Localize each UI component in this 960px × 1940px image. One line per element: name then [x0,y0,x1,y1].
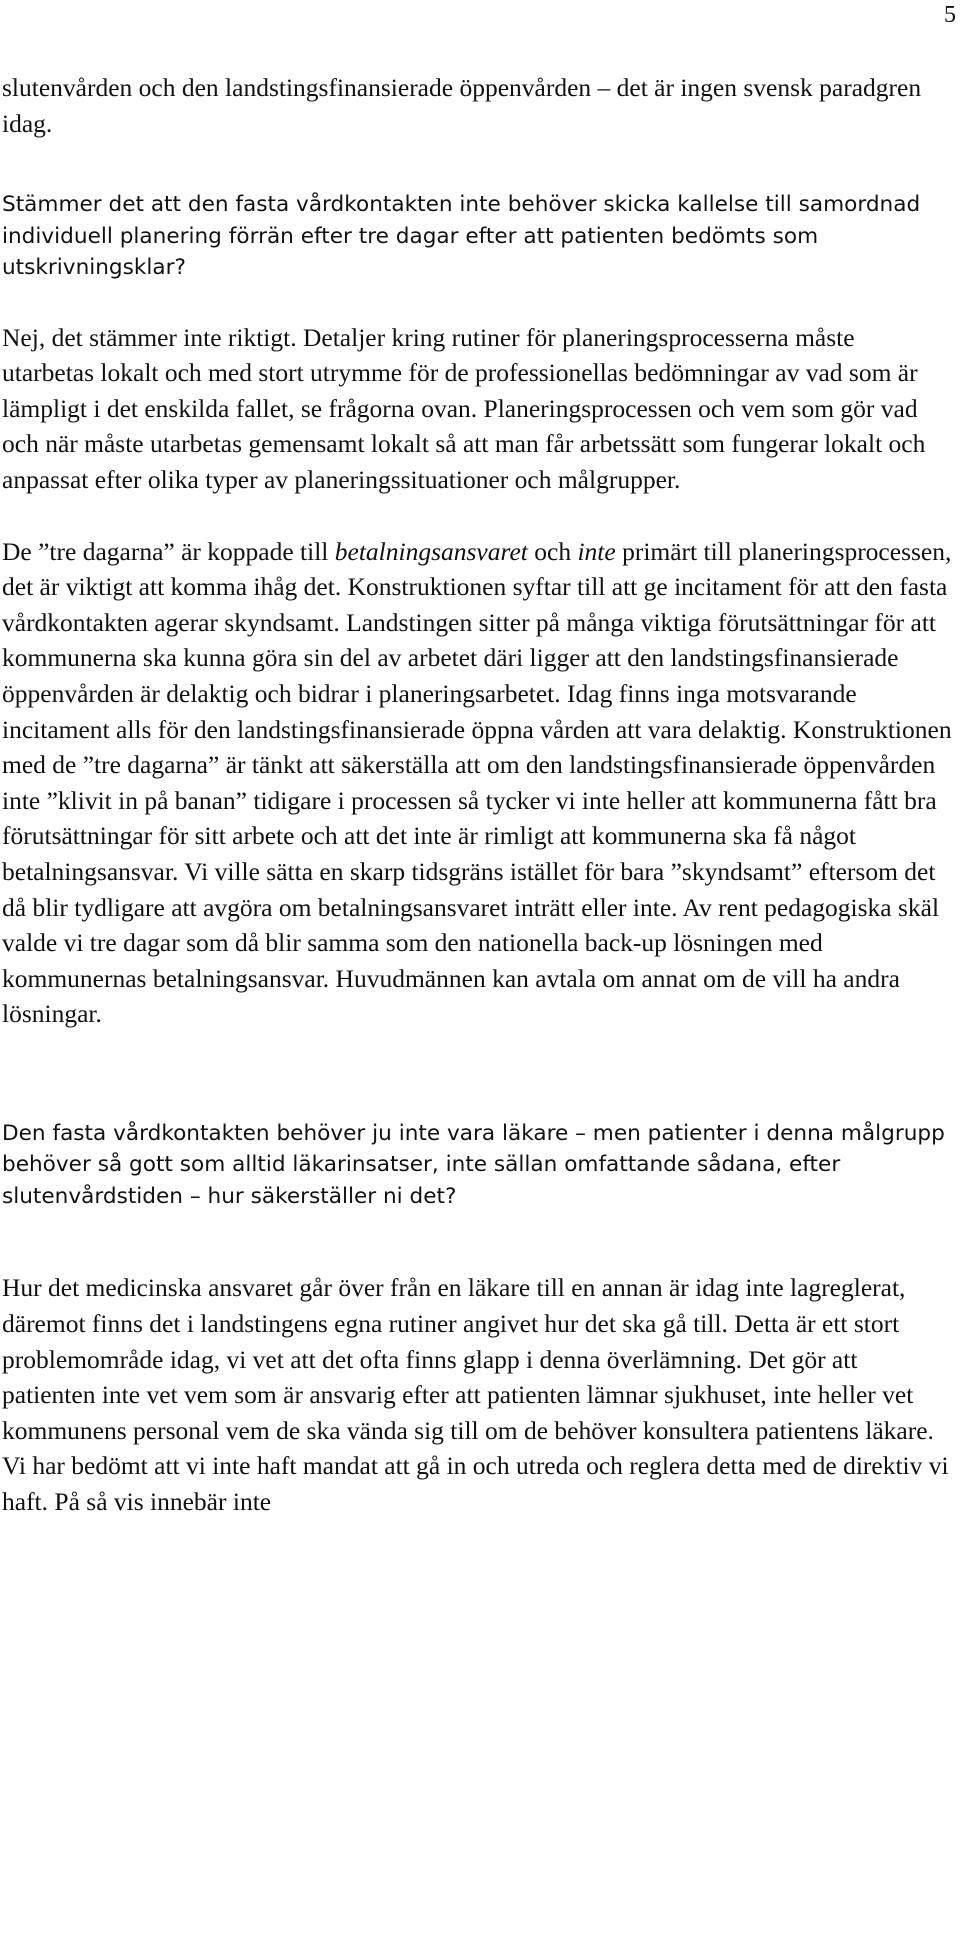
paragraph-continuation: slutenvården och den landstingsfinansierade öppenvården – det är ingen svensk paradgren idag. [2,73,922,138]
question-1: Stämmer det att den fasta vårdkontakten inte behöver skicka kallelse till samordnad individuell planering förrän efter tre dagar efter att patienten bedömts som utskrivningsklar? [2,192,921,281]
answer-2-emphasis-1: betalningsansvaret [334,536,528,566]
answer-1: Nej, det stämmer inte riktigt. Detaljer kring rutiner för planeringsprocesserna måste utarbetas lokalt och med stort utrymme för de professionellas bedömningar av vad som är lämpligt i det enskilda fallet, se frågorna ovan. Planeringsprocessen och vem som gör vad och när måste utarbetas gemensamt lokalt så att man får arbetssätt som fungerar lokalt och anpassat efter olika typer av planeringssituationer och målgrupper. [2,322,926,495]
document-body [2,70,952,1520]
answer-2 [2,534,952,1032]
answer-2-text-2: och [527,536,578,566]
page-number: 5 [944,2,956,28]
answer-3: Hur det medicinska ansvaret går över från en läkare till en annan är idag inte lagreglerat, däremot finns det i landstingens egna rutiner angivet hur det ska gå till. Detta är ett stort problemområde idag, vi vet att det ofta finns glapp i denna överlämning. Det gör att patienten inte vet vem som är ansvarig efter att patienten lämnar sjukhuset, inte heller vet kommunens personal vem de ska vända sig till om de behöver konsultera patientens läkare. Vi har bedömt att vi inte haft mandat att gå in och utreda och reglera detta med de direktiv vi haft. På så vis innebär inte [2,1273,949,1517]
answer-2-text-1: De ”tre dagarna” är koppade till [2,536,335,566]
question-2: Den fasta vårdkontakten behöver ju inte vara läkare – men patienter i denna målgrupp behöver så gott som alltid läkarinsatser, inte sällan omfattande sådana, efter slutenvårdstiden – hur säkerställer ni det? [2,1120,945,1209]
answer-2-emphasis-2: inte [577,536,616,566]
answer-2-text-3: primärt till planeringsprocessen, det är viktigt att komma ihåg det. Konstruktionen syftar till att ge incitament för att den fasta vårdkontakten agerar skyndsamt. Landstingen sitter på många viktiga förutsättningar för att kommunerna ska kunna göra sin del av arbetet däri ligger att den landstingsfinansierade öppenvården är delaktig och bidrar i planeringsarbetet. Idag finns inga motsvarande incitament alls för den landstingsfinansierade öppna vården att vara delaktig. Konstruktionen med de ”tre dagarna” är tänkt att säkerställa att om den landstingsfinansierade öppenvården inte ”klivit in på banan” tidigare i processen så tycker vi inte heller att kommunerna fått bra förutsättningar för sitt arbete och att det inte är rimligt att kommunerna ska få något betalningsansvar. Vi ville sätta en skarp tidsgräns istället för bara ”skyndsamt” eftersom det då blir tydligare att avgöra om betalningsansvaret inträtt eller inte. Av rent pedagogiska skäl valde vi tre dagar som då blir samma som den nationella back-up lösningen med kommunernas betalningsansvar. Huvudmännen kan avtala om annat om de vill ha andra lösningar. [2,536,952,1029]
